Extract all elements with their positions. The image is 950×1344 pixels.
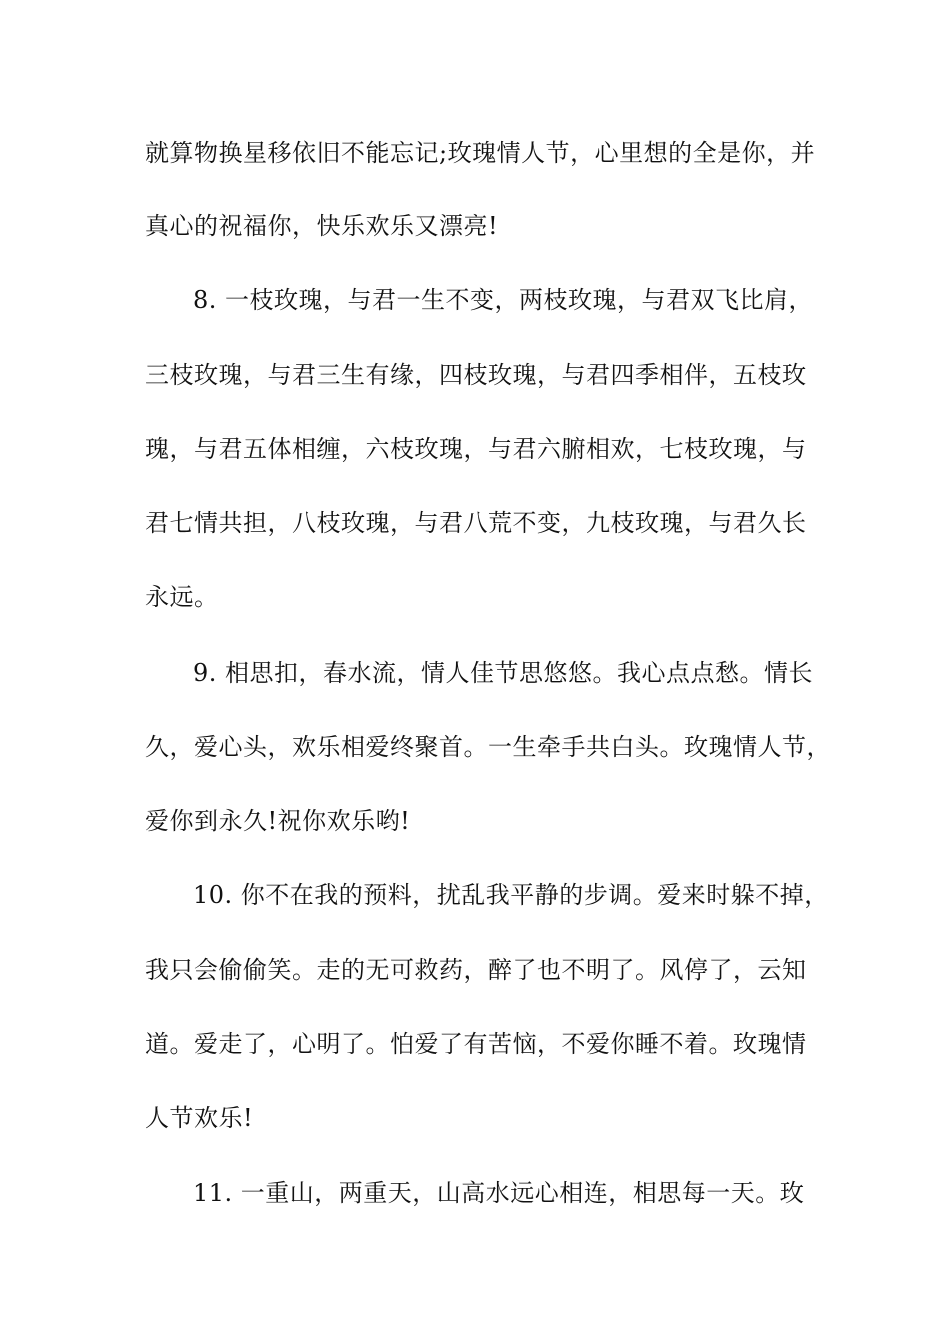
- paragraph-8-start: 8. 一枝玫瑰，与君一生不变，两枝玫瑰，与君双飞比肩，: [193, 286, 814, 314]
- paragraph-11-start: 11. 一重山，两重天，山高水远心相连，相思每一天。玫: [193, 1179, 805, 1207]
- text-line: 瑰，与君五体相缠，六枝玫瑰，与君六腑相欢，七枝玫瑰，与: [145, 435, 807, 463]
- text-line: 人节欢乐!: [145, 1104, 254, 1132]
- text-line: 三枝玫瑰，与君三生有缘，四枝玫瑰，与君四季相伴，五枝玫: [145, 361, 807, 389]
- text-line: 君七情共担，八枝玫瑰，与君八荒不变，九枝玫瑰，与君久长: [145, 509, 807, 537]
- paragraph-10-start: 10. 你不在我的预料，扰乱我平静的步调。爱来时躲不掉，: [193, 881, 829, 909]
- text-line: 爱你到永久!祝你欢乐哟!: [145, 807, 411, 835]
- text-line: 道。爱走了，心明了。怕爱了有苦恼，不爱你睡不着。玫瑰情: [145, 1030, 807, 1058]
- text-line: 久，爱心头，欢乐相爱终聚首。一生牵手共白头。玫瑰情人节，: [145, 733, 831, 761]
- text-line: 就算物换星移依旧不能忘记;玫瑰情人节，心里想的全是你，并: [145, 139, 816, 167]
- text-line: 真心的祝福你，快乐欢乐又漂亮!: [145, 212, 499, 240]
- text-line: 永远。: [145, 583, 219, 611]
- paragraph-9-start: 9. 相思扣，春水流，情人佳节思悠悠。我心点点愁。情长: [193, 659, 814, 687]
- text-line: 我只会偷偷笑。走的无可救药，醉了也不明了。风停了，云知: [145, 956, 807, 984]
